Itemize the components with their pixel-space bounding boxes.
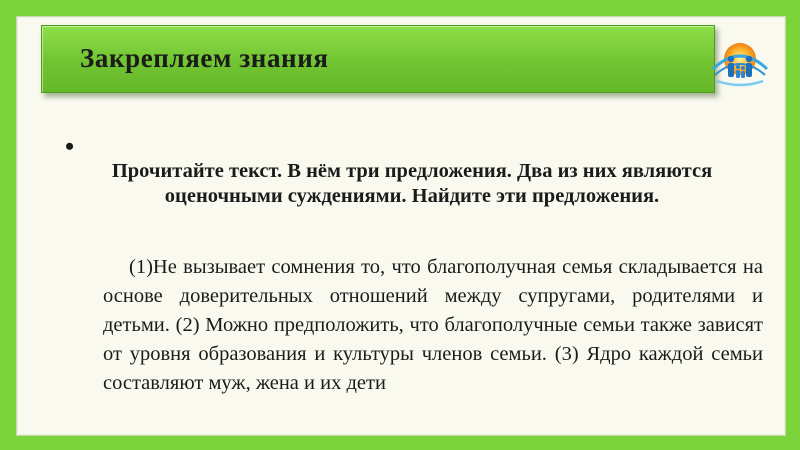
slide-title: Закрепляем знания	[80, 43, 329, 73]
task-instruction: Прочитайте текст. В нём три предложения. Два из них являются оценочными суждениями. Найдите эти предложения.	[111, 160, 713, 207]
family-sun-logo-icon	[707, 29, 773, 95]
passage-text: (1)Не вызывает сомнения то, что благополучная семья складывается на основе доверительных отношений между супругами, родителями и детьми. (2) Можно предположить, что благополучные семьи также зависят от уровня образования и культуры членов семьи. (3) Ядро каждой семьи составляют муж, жена и их дети	[103, 256, 763, 394]
bullet-marker: •	[65, 132, 75, 161]
slide	[16, 16, 786, 436]
title-bar	[41, 25, 715, 93]
